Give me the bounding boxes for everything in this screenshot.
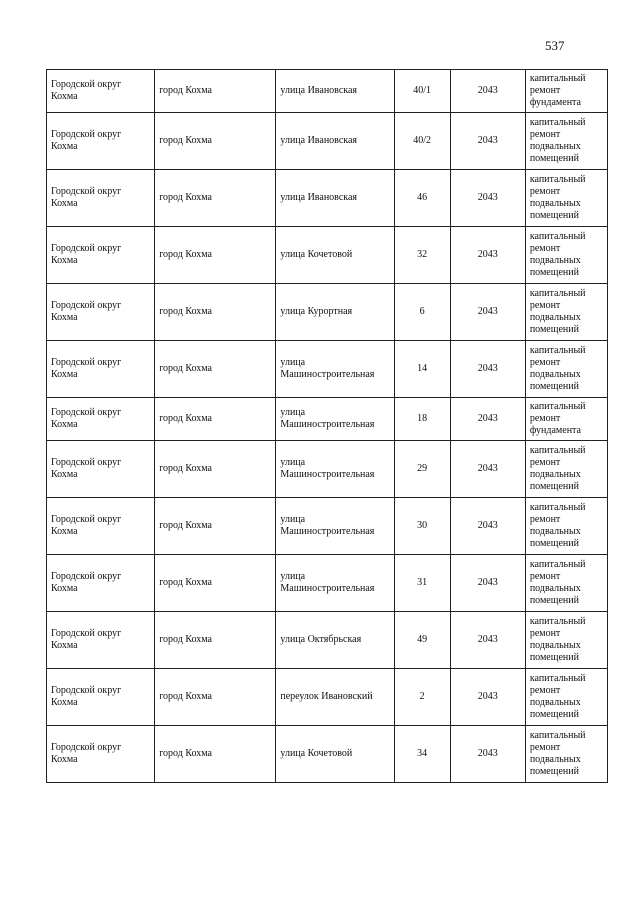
- cell-work-type: капитальный ремонт фундамента: [525, 398, 607, 441]
- cell-house-number: 40/1: [394, 70, 450, 113]
- cell-year: 2043: [450, 113, 525, 170]
- cell-street: улица Ивановская: [276, 113, 394, 170]
- cell-okrug: Городской округ Кохма: [47, 726, 155, 783]
- table-row: [47, 669, 608, 726]
- cell-okrug: Городской округ Кохма: [47, 341, 155, 398]
- cell-house-number: 6: [394, 284, 450, 341]
- cell-okrug: Городской округ Кохма: [47, 170, 155, 227]
- cell-okrug: Городской округ Кохма: [47, 669, 155, 726]
- table-row: [47, 113, 608, 170]
- cell-city: город Кохма: [155, 726, 276, 783]
- cell-street: переулок Ивановский: [276, 669, 394, 726]
- table-row: [47, 498, 608, 555]
- cell-house-number: 14: [394, 341, 450, 398]
- cell-street: улица Кочетовой: [276, 227, 394, 284]
- cell-city: город Кохма: [155, 398, 276, 441]
- cell-work-type: капитальный ремонт подвальных помещений: [525, 555, 607, 612]
- table-body: [47, 70, 608, 783]
- cell-street: улица Машиностроительная: [276, 398, 394, 441]
- cell-city: город Кохма: [155, 612, 276, 669]
- cell-street: улица Октябрьская: [276, 612, 394, 669]
- cell-street: улица Машиностроительная: [276, 555, 394, 612]
- cell-work-type: капитальный ремонт подвальных помещений: [525, 113, 607, 170]
- cell-house-number: 31: [394, 555, 450, 612]
- cell-work-type: капитальный ремонт фундамента: [525, 70, 607, 113]
- cell-house-number: 30: [394, 498, 450, 555]
- cell-okrug: Городской округ Кохма: [47, 398, 155, 441]
- cell-city: город Кохма: [155, 498, 276, 555]
- cell-okrug: Городской округ Кохма: [47, 284, 155, 341]
- table-row: [47, 70, 608, 113]
- table-row: [47, 170, 608, 227]
- cell-city: город Кохма: [155, 227, 276, 284]
- page-number: 537: [545, 38, 565, 53]
- registry-table: [46, 69, 608, 783]
- cell-work-type: капитальный ремонт подвальных помещений: [525, 669, 607, 726]
- cell-city: город Кохма: [155, 441, 276, 498]
- cell-work-type: капитальный ремонт подвальных помещений: [525, 227, 607, 284]
- cell-city: город Кохма: [155, 113, 276, 170]
- cell-street: улица Курортная: [276, 284, 394, 341]
- cell-year: 2043: [450, 441, 525, 498]
- cell-city: город Кохма: [155, 70, 276, 113]
- cell-house-number: 49: [394, 612, 450, 669]
- cell-year: 2043: [450, 398, 525, 441]
- cell-okrug: Городской округ Кохма: [47, 555, 155, 612]
- cell-house-number: 18: [394, 398, 450, 441]
- cell-work-type: капитальный ремонт подвальных помещений: [525, 284, 607, 341]
- cell-okrug: Городской округ Кохма: [47, 113, 155, 170]
- cell-street: улица Ивановская: [276, 170, 394, 227]
- cell-okrug: Городской округ Кохма: [47, 227, 155, 284]
- cell-year: 2043: [450, 612, 525, 669]
- cell-street: улица Ивановская: [276, 70, 394, 113]
- table-row: [47, 441, 608, 498]
- cell-city: город Кохма: [155, 284, 276, 341]
- cell-work-type: капитальный ремонт подвальных помещений: [525, 441, 607, 498]
- table-row: [47, 398, 608, 441]
- cell-street: улица Машиностроительная: [276, 441, 394, 498]
- cell-city: город Кохма: [155, 170, 276, 227]
- cell-year: 2043: [450, 726, 525, 783]
- cell-work-type: капитальный ремонт подвальных помещений: [525, 341, 607, 398]
- cell-okrug: Городской округ Кохма: [47, 612, 155, 669]
- cell-year: 2043: [450, 341, 525, 398]
- table-row: [47, 341, 608, 398]
- cell-year: 2043: [450, 669, 525, 726]
- cell-house-number: 40/2: [394, 113, 450, 170]
- cell-okrug: Городской округ Кохма: [47, 441, 155, 498]
- cell-work-type: капитальный ремонт подвальных помещений: [525, 612, 607, 669]
- cell-house-number: 29: [394, 441, 450, 498]
- cell-year: 2043: [450, 70, 525, 113]
- cell-street: улица Кочетовой: [276, 726, 394, 783]
- cell-street: улица Машиностроительная: [276, 498, 394, 555]
- cell-year: 2043: [450, 227, 525, 284]
- cell-city: город Кохма: [155, 555, 276, 612]
- cell-work-type: капитальный ремонт подвальных помещений: [525, 726, 607, 783]
- cell-okrug: Городской округ Кохма: [47, 498, 155, 555]
- cell-street: улица Машиностроительная: [276, 341, 394, 398]
- table-row: [47, 284, 608, 341]
- table-row: [47, 555, 608, 612]
- cell-house-number: 32: [394, 227, 450, 284]
- table-row: [47, 612, 608, 669]
- cell-year: 2043: [450, 498, 525, 555]
- cell-year: 2043: [450, 555, 525, 612]
- cell-house-number: 34: [394, 726, 450, 783]
- cell-house-number: 2: [394, 669, 450, 726]
- table-row: [47, 726, 608, 783]
- cell-work-type: капитальный ремонт подвальных помещений: [525, 170, 607, 227]
- cell-work-type: капитальный ремонт подвальных помещений: [525, 498, 607, 555]
- cell-city: город Кохма: [155, 669, 276, 726]
- cell-year: 2043: [450, 284, 525, 341]
- cell-year: 2043: [450, 170, 525, 227]
- cell-house-number: 46: [394, 170, 450, 227]
- table-row: [47, 227, 608, 284]
- cell-city: город Кохма: [155, 341, 276, 398]
- cell-okrug: Городской округ Кохма: [47, 70, 155, 113]
